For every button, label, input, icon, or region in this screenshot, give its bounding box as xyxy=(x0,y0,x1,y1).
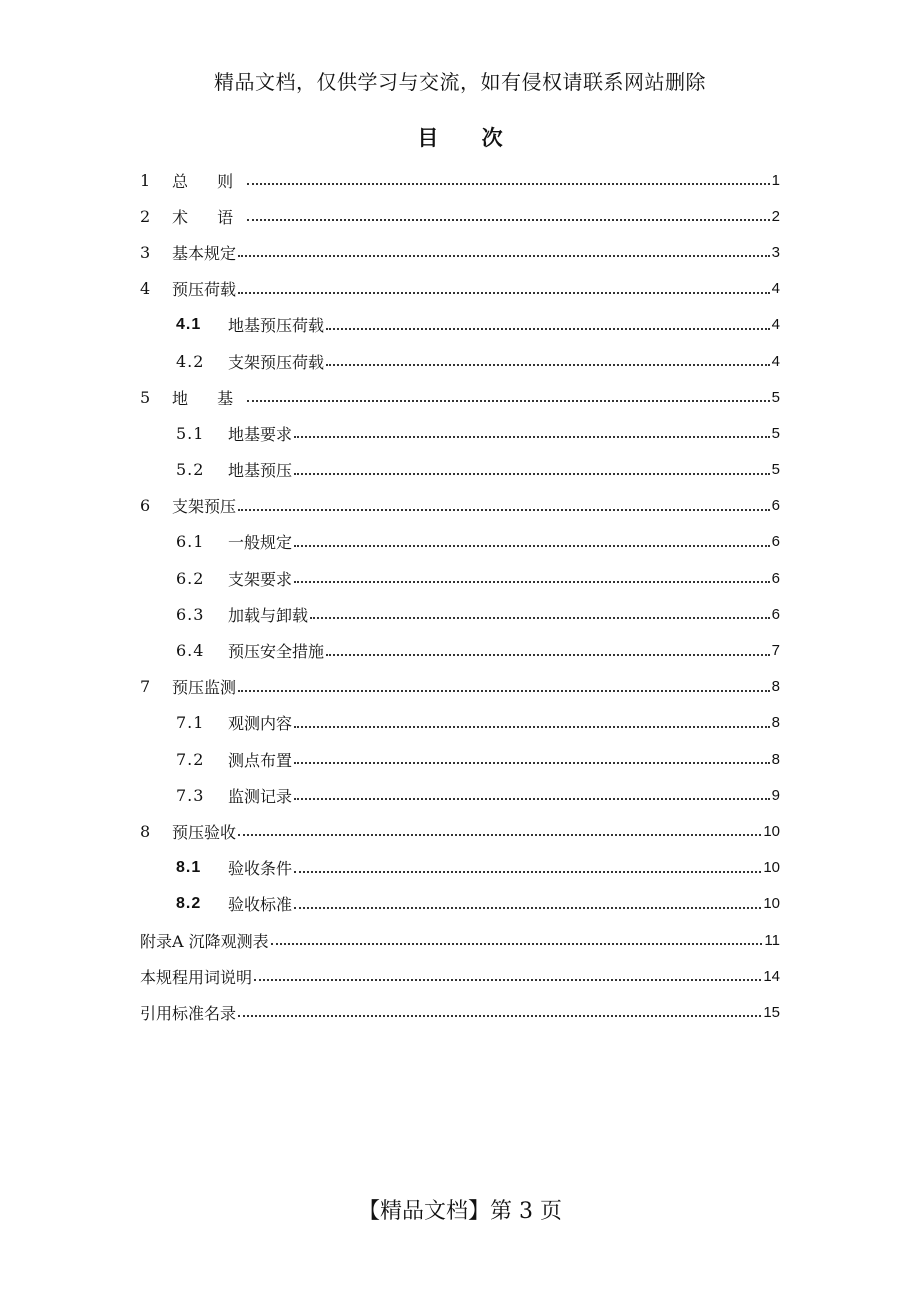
toc-entry-number: 2 xyxy=(140,206,151,226)
toc-entry-appendix-a[interactable] xyxy=(140,922,780,958)
toc-entry-label: 地基预压 xyxy=(228,461,293,481)
toc-entry-number: 7.1 xyxy=(176,713,205,733)
toc-leader-dots xyxy=(294,581,770,583)
toc-entry-page: 10 xyxy=(763,859,780,877)
toc-leader-dots xyxy=(326,654,770,656)
toc-leader-dots xyxy=(238,690,770,692)
toc-leader-dots xyxy=(294,798,770,800)
toc-entry-number: 8.2 xyxy=(176,894,202,912)
toc-entry-page: 4 xyxy=(771,316,780,334)
toc-leader-dots xyxy=(238,509,770,511)
toc-entry-page: 8 xyxy=(771,678,780,696)
toc-entry-label: 地基要求 xyxy=(228,424,293,444)
toc-entry-page: 14 xyxy=(763,967,780,985)
toc-entry-4[interactable] xyxy=(140,271,780,307)
toc-entry-page: 5 xyxy=(771,424,780,442)
toc-entry-label: 预压荷载 xyxy=(172,280,237,300)
toc-entry-number: 5.1 xyxy=(176,423,205,443)
toc-entry-6-1[interactable] xyxy=(140,524,780,560)
toc-entry-number: 6.3 xyxy=(176,604,205,624)
toc-title: 目 次 xyxy=(417,125,521,150)
toc-entry-label: 预压监测 xyxy=(172,678,237,698)
toc-entry-6-3[interactable] xyxy=(140,596,780,632)
toc-entry-6[interactable] xyxy=(140,488,780,524)
toc-entry-label: 验收标准 xyxy=(228,895,293,915)
toc-entry-page: 15 xyxy=(763,1003,780,1021)
toc-entry-page: 4 xyxy=(771,352,780,370)
toc-entry-label: 支架预压 xyxy=(172,497,237,517)
toc-entry-page: 10 xyxy=(763,895,780,913)
toc-leader-dots xyxy=(310,617,770,619)
toc-entry-number: 5.2 xyxy=(176,460,205,480)
toc-entry-page: 6 xyxy=(771,497,780,515)
toc-leader-dots xyxy=(238,255,770,257)
toc-leader-dots xyxy=(238,1015,761,1017)
toc-entry-number: 1 xyxy=(140,170,151,190)
toc-leader-dots xyxy=(326,328,770,330)
toc-leader-dots xyxy=(247,400,770,402)
toc-entry-6-4[interactable] xyxy=(140,632,780,668)
toc-entry-number: 4.1 xyxy=(176,315,202,333)
toc-leader-dots xyxy=(294,871,761,873)
toc-entry-number: 8 xyxy=(140,821,151,841)
toc-entry-label: 预压安全措施 xyxy=(228,642,325,662)
toc-entry-label: 本规程用词说明 xyxy=(140,967,253,987)
toc-entry-page: 4 xyxy=(771,280,780,298)
toc-entry-1[interactable] xyxy=(140,162,780,198)
toc-entry-6-2[interactable] xyxy=(140,560,780,596)
toc-entry-label: 支架要求 xyxy=(228,569,293,589)
toc-entry-8-2[interactable] xyxy=(140,886,780,922)
toc-entry-5-2[interactable] xyxy=(140,452,780,488)
toc-entry-label: 预压验收 xyxy=(172,822,237,842)
toc-entry-number: 4 xyxy=(140,279,151,299)
toc-entry-page: 8 xyxy=(771,714,780,732)
toc-entry-label: 一般规定 xyxy=(228,533,293,553)
toc-entry-label: 术 语 xyxy=(172,207,246,227)
toc-entry-number: 7.2 xyxy=(176,749,205,769)
toc-entry-page: 11 xyxy=(764,931,780,949)
toc-entry-page: 6 xyxy=(771,533,780,551)
toc-entry-8-1[interactable] xyxy=(140,850,780,886)
toc-entry-7-2[interactable] xyxy=(140,741,780,777)
toc-entry-page: 5 xyxy=(771,461,780,479)
toc-entry-number: 7 xyxy=(140,677,151,697)
toc-entry-7-1[interactable] xyxy=(140,705,780,741)
toc-entry-number: 6.1 xyxy=(176,532,205,552)
toc-entry-referenced-standards[interactable] xyxy=(140,994,780,1030)
toc-entry-page: 6 xyxy=(771,569,780,587)
toc-entry-3[interactable] xyxy=(140,234,780,270)
table-of-contents xyxy=(140,162,780,1031)
toc-entry-page: 5 xyxy=(771,388,780,406)
toc-entry-page: 7 xyxy=(771,642,780,660)
toc-entry-5-1[interactable] xyxy=(140,415,780,451)
toc-entry-number: 3 xyxy=(140,242,151,262)
page-footer: 【精品文档】第 3 页 xyxy=(358,1199,562,1224)
toc-entry-8[interactable] xyxy=(140,813,780,849)
toc-leader-dots xyxy=(238,834,761,836)
toc-leader-dots xyxy=(247,183,770,185)
toc-leader-dots xyxy=(247,219,770,221)
toc-leader-dots xyxy=(294,436,770,438)
toc-entry-number: 7.3 xyxy=(176,785,205,805)
toc-entry-label: 验收条件 xyxy=(228,859,293,879)
toc-entry-label: 监测记录 xyxy=(228,786,293,806)
toc-leader-dots xyxy=(294,907,761,909)
page-header: 精品文档，仅供学习与交流，如有侵权请联系网站删除 xyxy=(214,70,706,94)
toc-leader-dots xyxy=(294,762,770,764)
toc-entry-number: 8.1 xyxy=(176,858,202,876)
toc-entry-4-1[interactable] xyxy=(140,307,780,343)
toc-leader-dots xyxy=(254,979,761,981)
toc-leader-dots xyxy=(271,943,763,945)
toc-entry-page: 2 xyxy=(771,207,780,225)
toc-entry-wording-explanation[interactable] xyxy=(140,958,780,994)
toc-leader-dots xyxy=(294,726,770,728)
toc-entry-label: 测点布置 xyxy=(228,750,293,770)
toc-leader-dots xyxy=(238,292,770,294)
toc-entry-label: 引用标准名录 xyxy=(140,1003,237,1023)
toc-entry-page: 6 xyxy=(771,605,780,623)
toc-leader-dots xyxy=(294,473,770,475)
toc-entry-2[interactable] xyxy=(140,198,780,234)
toc-entry-7[interactable] xyxy=(140,669,780,705)
toc-leader-dots xyxy=(326,364,770,366)
toc-entry-page: 1 xyxy=(771,171,780,189)
toc-entry-number: 4.2 xyxy=(176,351,205,371)
toc-entry-page: 3 xyxy=(771,243,780,261)
toc-entry-4-2[interactable] xyxy=(140,343,780,379)
toc-entry-label: 总 则 xyxy=(172,171,246,191)
toc-entry-page: 9 xyxy=(771,786,780,804)
toc-entry-label: 支架预压荷载 xyxy=(228,352,325,372)
toc-entry-number: 6.4 xyxy=(176,641,205,661)
toc-entry-number: 5 xyxy=(140,387,151,407)
toc-entry-page: 10 xyxy=(763,822,780,840)
toc-entry-5[interactable] xyxy=(140,379,780,415)
toc-entry-label: 基本规定 xyxy=(172,243,237,263)
toc-entry-label: 加载与卸载 xyxy=(228,605,309,625)
toc-entry-number: 6 xyxy=(140,496,151,516)
toc-entry-label: 地基预压荷载 xyxy=(228,316,325,336)
toc-entry-number: 6.2 xyxy=(176,568,205,588)
toc-entry-label: 地 基 xyxy=(172,388,246,408)
toc-entry-label: 观测内容 xyxy=(228,714,293,734)
toc-entry-7-3[interactable] xyxy=(140,777,780,813)
toc-entry-page: 8 xyxy=(771,750,780,768)
toc-entry-label: 附录A 沉降观测表 xyxy=(140,931,269,951)
toc-leader-dots xyxy=(294,545,770,547)
